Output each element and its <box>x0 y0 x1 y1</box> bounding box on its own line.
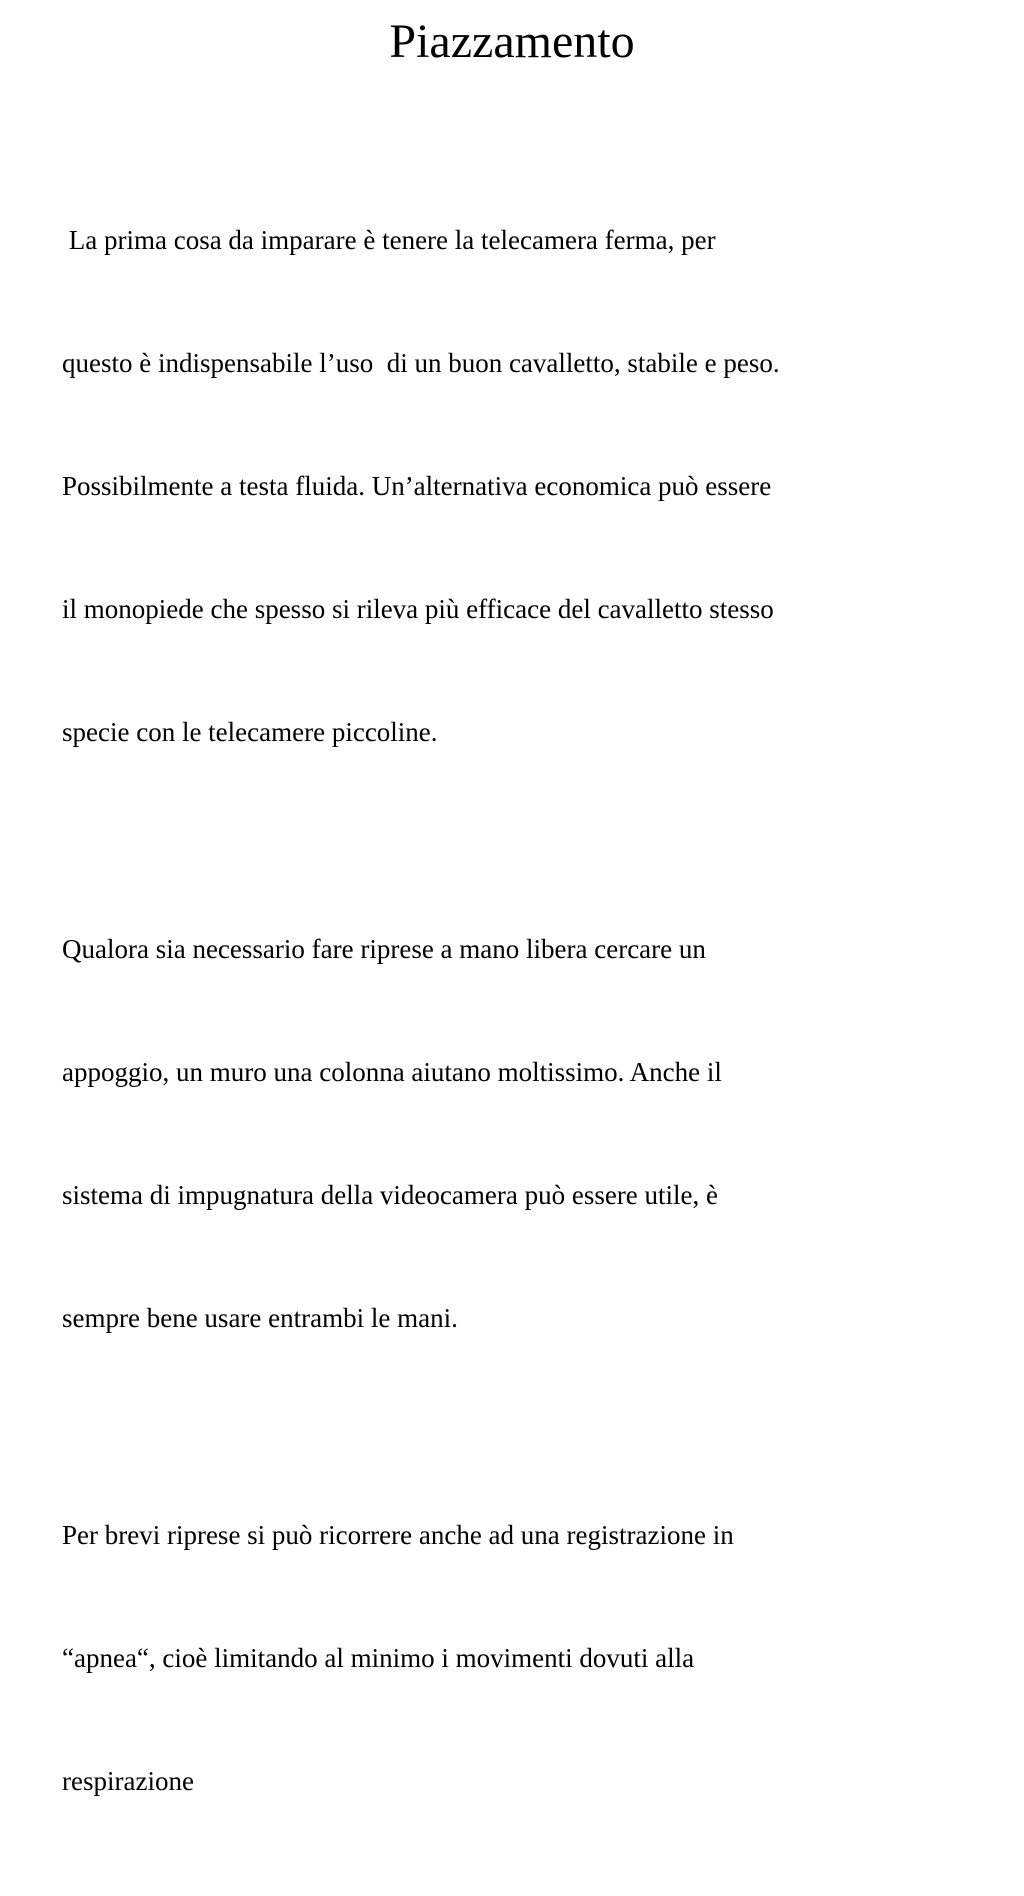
paragraph-tripod <box>62 138 982 835</box>
paragraph-line: appoggio, un muro una colonna aiutano moltissimo. Anche il <box>62 1057 722 1087</box>
paragraph-line: respirazione <box>62 1766 194 1796</box>
paragraph-line: il monopiede che spesso si rileva più efficace del cavalletto stesso <box>62 594 774 624</box>
paragraph-handheld <box>62 847 982 1421</box>
paragraph-line: “apnea“, cioè limitando al minimo i movimenti dovuti alla <box>62 1643 695 1673</box>
slide-body <box>62 138 982 1896</box>
paragraph-line: sempre bene usare entrambi le mani. <box>62 1303 458 1333</box>
slide-title: Piazzamento <box>389 15 635 68</box>
paragraph-line: specie con le telecamere piccoline. <box>62 717 438 747</box>
paragraph-line: Possibilmente a testa fluida. Un’alternativa economica può essere <box>62 471 772 501</box>
paragraph-line: sistema di impugnatura della videocamera può essere utile, è <box>62 1180 719 1210</box>
paragraph-line: Qualora sia necessario fare riprese a mano libera cercare un <box>62 934 706 964</box>
paragraph-line: La prima cosa da imparare è tenere la telecamera ferma, per <box>62 225 716 255</box>
paragraph-breathing <box>62 1433 982 1884</box>
paragraph-line: Per brevi riprese si può ricorrere anche ad una registrazione in <box>62 1520 734 1550</box>
paragraph-line: questo è indispensabile l’uso di un buon cavalletto, stabile e peso. <box>62 348 780 378</box>
